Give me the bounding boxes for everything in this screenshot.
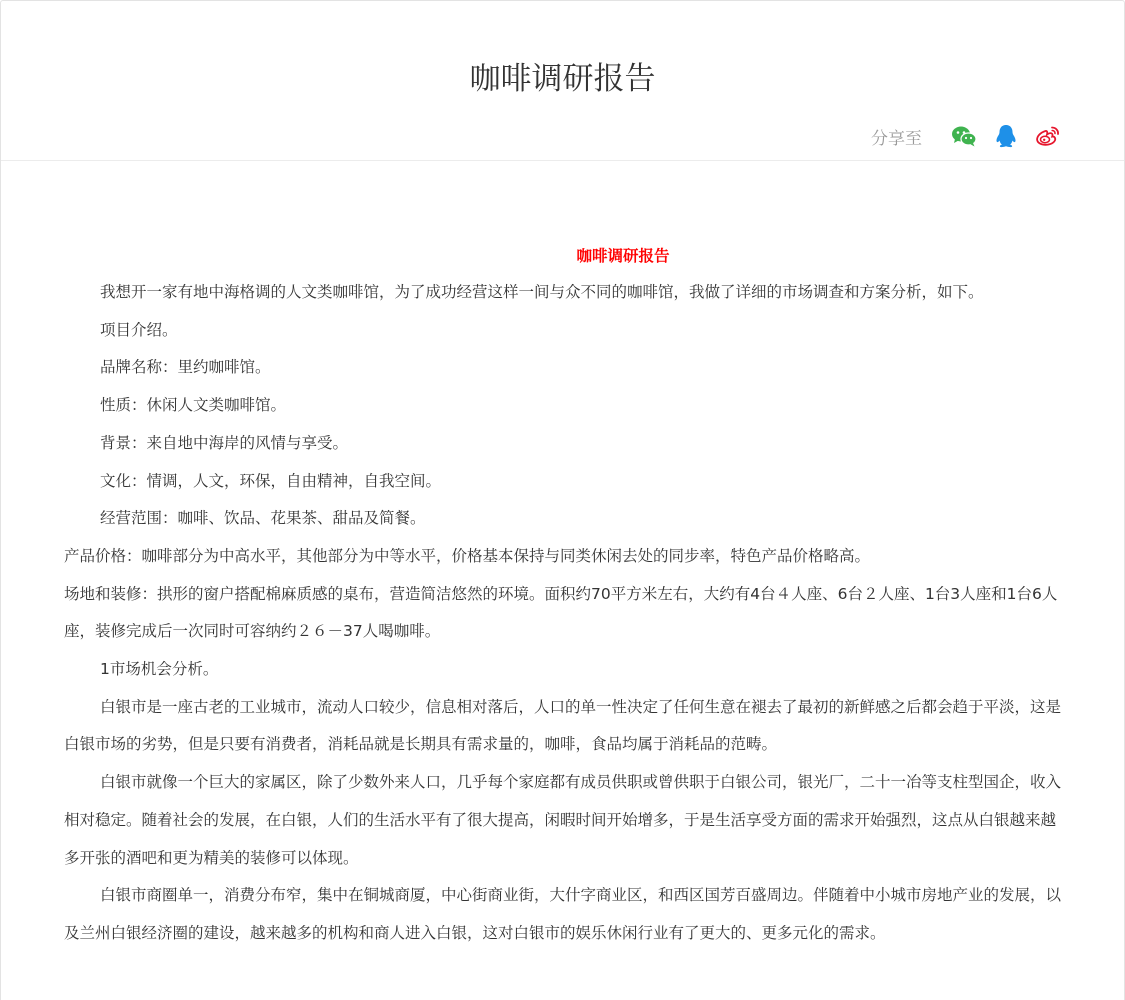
wechat-icon[interactable] — [950, 122, 978, 150]
paragraph-scope: 经营范围：咖啡、饮品、花果茶、甜品及简餐。 — [100, 509, 426, 528]
paragraph-market-1: 白银市是一座古老的工业城市，流动人口较少，信息相对落后，人口的单一性决定了任何生意在褪去了最初的新鲜感之后都会趋于平淡，这是白银市场的劣势，但是只要有消费者，消耗品就是长期具有需求量的，咖啡，食品均属于消耗品的范畴。 — [64, 697, 1062, 754]
paragraph-intro: 我想开一家有地中海格调的人文类咖啡馆，为了成功经营这样一间与众不同的咖啡馆，我做了详细的市场调查和方案分析，如下。 — [100, 283, 984, 301]
paragraph-price: 产品价格：咖啡部分为中高水平，其他部分为中等水平，价格基本保持与同类休闲去处的同步率，特色产品价格略高。 — [64, 546, 871, 565]
weibo-icon[interactable] — [1034, 122, 1062, 150]
share-bar — [871, 122, 1062, 150]
article-header — [1, 1, 1124, 161]
article-body — [64, 238, 1064, 953]
qq-icon[interactable] — [992, 122, 1020, 150]
paragraph-nature: 性质：休闲人文类咖啡馆。 — [100, 396, 287, 415]
page-title: 咖啡调研报告 — [469, 61, 656, 97]
paragraph-market-2: 白银市就像一个巨大的家属区，除了少数外来人口，几乎每个家庭都有成员供职或曾供职于白银公司，银光厂，二十一冶等支柱型国企，收入相对稳定。随着社会的发展，在白银，人们的生活水平有了很大提高，闲暇时间开始增多，于是生活享受方面的需求开始强烈，这点从白银越来越多开张的酒吧和更为精美的装修可以体现。 — [64, 773, 1062, 867]
paragraph-market-3: 白银市商圈单一，消费分布窄，集中在铜城商厦，中心街商业街，大什字商业区，和西区国芳百盛周边。伴随着中小城市房地产业的发展，以及兰州白银经济圈的建设，越来越多的机构和商人进入白银，这对白银市的娱乐休闲行业有了更大的、更多元化的需求。 — [64, 886, 1062, 942]
paragraph-background: 背景：来自地中海岸的风情与享受。 — [100, 433, 349, 452]
paragraph-project: 项目介绍。 — [100, 320, 178, 339]
paragraph-venue: 场地和装修：拱形的窗户搭配棉麻质感的桌布，营造简洁悠然的环境。面积约70平方米左右，大约有4台４人座、6台２人座、1台3人座和1台6人座，装修完成后一次同时可容纳约２６－37人喝咖啡。 — [64, 584, 1058, 641]
paragraph-market-heading: 1市场机会分析。 — [100, 660, 219, 679]
share-label: 分享至 — [871, 128, 922, 149]
paragraph-culture: 文化：情调，人文，环保，自由精神，自我空间。 — [100, 471, 442, 490]
article-heading: 咖啡调研报告 — [576, 247, 670, 265]
paragraph-brand: 品牌名称：里约咖啡馆。 — [100, 358, 271, 377]
